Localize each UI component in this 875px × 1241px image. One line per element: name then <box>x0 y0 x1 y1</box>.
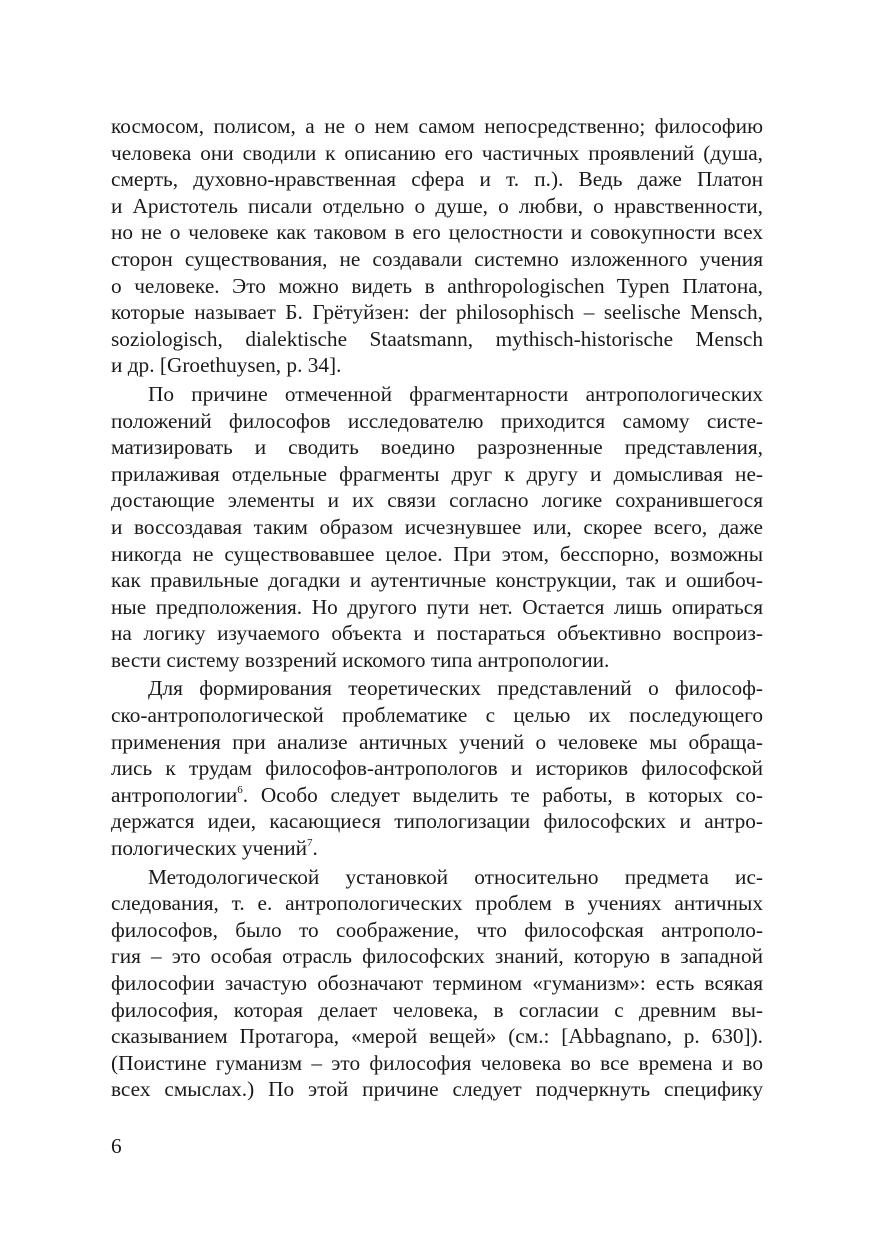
text-line: вести систему воззрений искомого типа антропологии. <box>111 647 610 672</box>
footnote-ref[interactable]: 7 <box>307 837 313 850</box>
text-line: философии зачастую обозначают термином «гуманизм»: есть всякая <box>111 971 763 995</box>
page-number: 6 <box>111 1134 122 1158</box>
text-line: сторон существования, не создавали системно изложенного учения <box>111 246 763 271</box>
text-line: о человеке. Это можно видеть в anthropologischen Typen Платона, <box>111 273 763 298</box>
text-line: гия – это особая отрасль философских знаний, которую в западной <box>111 944 763 969</box>
text-line: положений философов исследователю приходится самому систе- <box>111 408 763 433</box>
text-line: философия, которая делает человека, в согласии с древним вы- <box>111 997 763 1022</box>
text-line: Методологической установкой относительно предмета ис- <box>148 864 763 889</box>
text-line: применения при анализе античных учений о человеке мы обраща- <box>111 729 763 754</box>
text-line: матизировать и сводить воедино разрозненные представления, <box>111 435 763 460</box>
text-line: всех смыслах.) По этой причине следует подчеркнуть специфику <box>111 1077 763 1102</box>
paragraph-1 <box>111 113 763 379</box>
text-line: космосом, полисом, а не о нем самом непосредственно; философию <box>111 114 763 138</box>
text-fragment: пологических учений <box>111 836 308 861</box>
text-line: и Аристотель писали отдельно о душе, о любви, о нравственности, <box>111 193 763 218</box>
text-line: достающие элементы и их связи согласно логике сохранившегося <box>111 488 763 513</box>
text-line: философов, было то соображение, что философская антрополо- <box>111 917 763 942</box>
text-line: лись к трудам философов-антропологов и историков философской <box>111 756 763 781</box>
paragraph-2 <box>111 381 763 674</box>
text-line <box>111 835 763 862</box>
text-line: никогда не существовавшее целое. При этом, бесспорно, возможны <box>111 541 763 566</box>
text-line: ско-антропологической проблематике с целью их последующего <box>111 703 763 728</box>
text-line <box>111 782 763 809</box>
text-line: По причине отмеченной фрагментарности антропологических <box>148 381 763 406</box>
text-line: и воссоздавая таким образом исчезнувшее или, скорее всего, даже <box>111 514 763 539</box>
text-line: на логику изучаемого объекта и постараться объективно воспроиз- <box>111 621 763 646</box>
text-line: держатся идеи, касающиеся типологизации философских и антро- <box>111 809 763 834</box>
text-line: человека они сводили к описанию его частичных проявлений (душа, <box>111 140 763 165</box>
text-line: прилаживая отдельные фрагменты друг к другу и домысливая не- <box>111 461 763 486</box>
text-line: ные предположения. Но другого пути нет. Остается лишь опираться <box>111 594 763 619</box>
text-line: Для формирования теоретических представлений о философ- <box>148 676 763 701</box>
text-fragment: . <box>312 836 318 861</box>
text-line: как правильные догадки и аутентичные конструкции, так и ошибоч- <box>111 568 763 593</box>
paragraph-4 <box>111 864 763 1103</box>
text-line: следования, т. е. антропологических проблем в учениях античных <box>111 891 763 916</box>
text-line: и др. [Groethuysen, p. 34]. <box>111 353 342 378</box>
text-fragment: антропологии <box>111 782 238 807</box>
paragraph-3 <box>111 675 763 861</box>
text-line: но не о человеке как таковом в его целостности и совокупности всех <box>111 220 763 245</box>
text-line: смерть, духовно-нравственная сфера и т. п.). Ведь даже Платон <box>111 167 763 192</box>
footnote-ref[interactable]: 6 <box>237 783 243 796</box>
text-line: которые называет Б. Грётуйзен: der philosophisch – seelische Mensch, <box>111 300 763 325</box>
text-line: сказыванием Протагора, «мерой вещей» (см.: [Abbagnano, p. 630]). <box>111 1024 763 1049</box>
page-body <box>111 113 763 1103</box>
text-line: soziologisch, dialektische Staatsmann, mythisch-historische Mensch <box>111 326 763 351</box>
text-line: (Поистине гуманизм – это философия человека во все времена и во <box>111 1050 763 1075</box>
text-fragment: . Особо следует выделить те работы, в которых со- <box>242 782 763 807</box>
